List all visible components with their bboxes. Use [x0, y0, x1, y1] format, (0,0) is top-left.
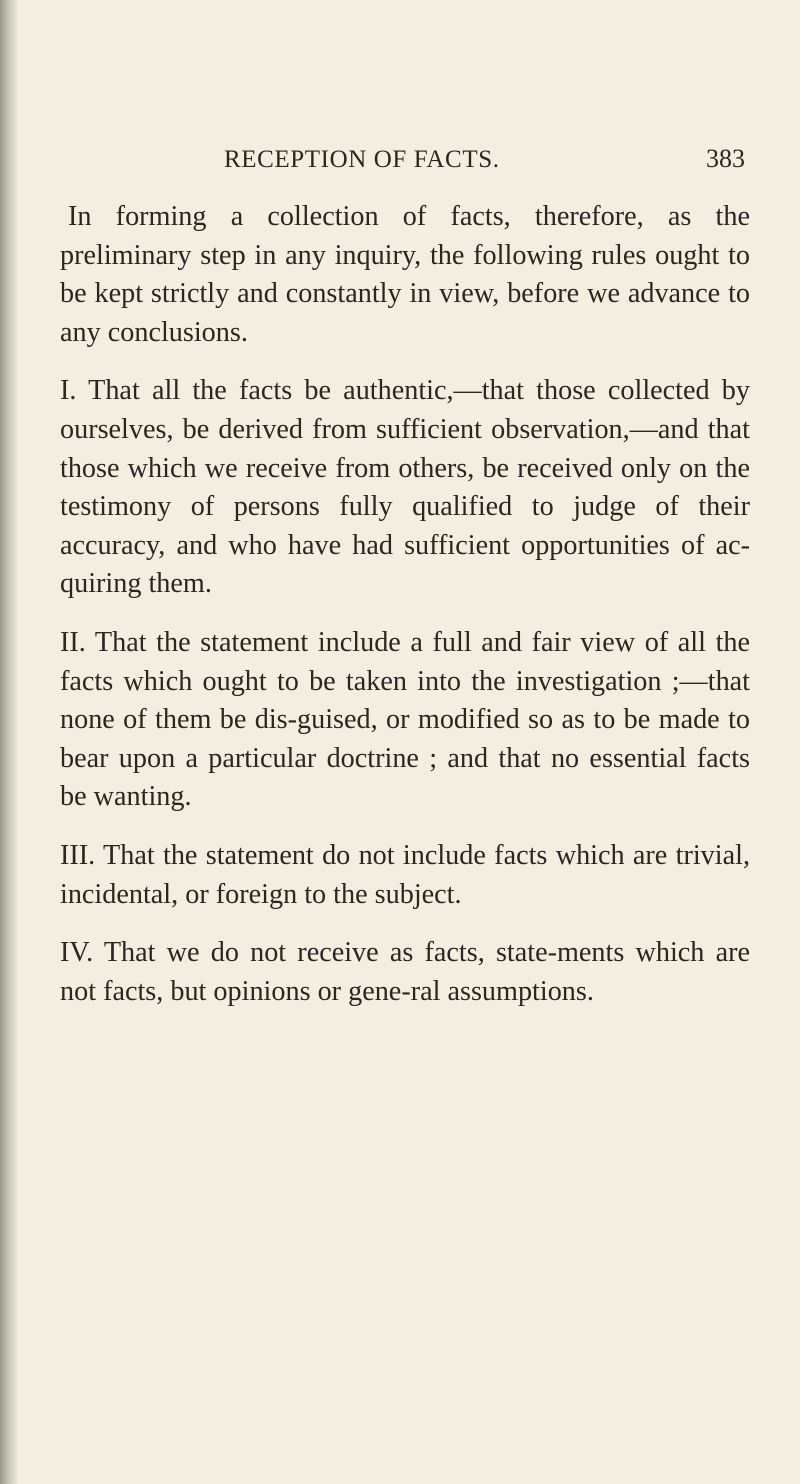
paragraph-rule-3: III. That the statement do not include facts which are trivial, incidental, or foreign to the subject. — [60, 839, 750, 910]
paragraph-rule-2: II. That the statement include a full and fair view of all the facts which ought to be taken into the investigation ;—that none of them be dis-guised, or modified so as to be made to bear upon a particular doctrine ; and that no essential facts be wanting. — [60, 626, 750, 813]
paragraph-intro: In forming a collection of facts, therefore, as the preliminary step in any inquiry, the following rules ought to be kept strictly and constantly in view, before we advance to any conclusions. — [60, 201, 750, 348]
paragraph-rule-1: I. That all the facts be authentic,—that those collected by ourselves, be derived from sufficient observation,—and that those which we receive from others, be received only on the testimony of persons fully qualified to judge of their accuracy, and who have had sufficient opportunities of ac-quiring them. — [60, 375, 750, 600]
page-number: 383 — [706, 144, 745, 173]
binding-shadow — [0, 0, 18, 1484]
paragraph-rule-4: IV. That we do not receive as facts, state-ments which are not facts, but opinions or gene-ral assumptions. — [60, 937, 750, 1007]
body-text — [60, 198, 750, 1031]
running-head — [0, 146, 800, 186]
running-title: RECEPTION OF FACTS. — [224, 146, 500, 173]
